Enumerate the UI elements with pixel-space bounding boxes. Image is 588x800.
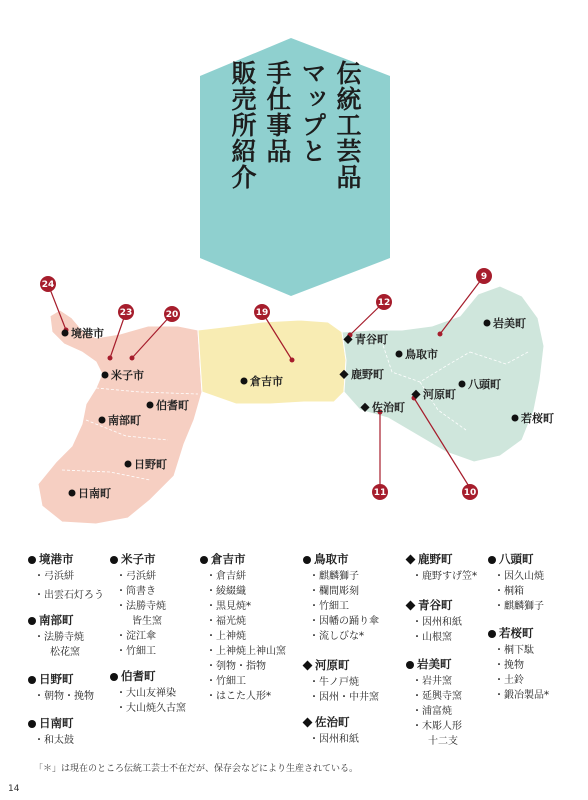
footnote: 「＊」は現在のところ伝統工芸士不在だが、保存会などにより生産されている。 — [34, 764, 359, 774]
city-dot-icon — [110, 556, 118, 564]
legend-column-2 — [110, 552, 200, 726]
marker-9 — [476, 268, 492, 284]
label-nichinan: 日南町 — [78, 487, 111, 500]
legend-group: 伯耆町 ・大山友禅染 ・大山焼久古窯 — [110, 669, 200, 716]
label-aoya: 青谷町 — [355, 333, 388, 346]
legend-group: 鳥取市 ・麒麟獅子 ・欄間彫刻 ・竹細工 ・因幡の踊り傘 ・流しびな* — [303, 552, 403, 644]
legend-column-3 — [200, 552, 300, 714]
svg-text:19: 19 — [255, 308, 269, 318]
marker-11 — [372, 484, 388, 500]
legend-group: 青谷町 ・因州和紙 ・山根窯 — [406, 598, 490, 645]
legend-group: 米子市 ・弓浜絣 ・筒書き ・法勝寺焼 皆生窯 ・淀江傘 ・竹細工 — [110, 552, 200, 659]
legend-column-4 — [303, 552, 403, 757]
legend-group: 岩美町 ・岩井窯 ・延興寺窯 ・浦富焼 ・木彫人形 十二支 — [406, 657, 490, 749]
town-diamond-icon — [406, 555, 416, 565]
city-dot-icon — [406, 661, 414, 669]
city-dot-icon — [488, 630, 496, 638]
label-nanbu: 南部町 — [108, 414, 141, 427]
legend-group: 河原町 ・牛ノ戸焼 ・因州・中井窯 — [303, 658, 403, 705]
marker-12 — [376, 294, 392, 310]
label-tottori: 鳥取市 — [405, 348, 438, 361]
city-dot-icon — [28, 556, 36, 564]
label-yazu: 八頭町 — [468, 378, 501, 391]
title-line-4: 販売所紹介 — [228, 60, 257, 190]
page-number: 14 — [8, 784, 20, 794]
label-hoki: 伯耆町 — [156, 399, 189, 412]
svg-text:10: 10 — [463, 488, 477, 498]
label-yonago: 米子市 — [111, 369, 144, 382]
svg-text:11: 11 — [373, 488, 387, 498]
town-diamond-icon — [303, 661, 313, 671]
label-wakasa: 若桜町 — [521, 412, 554, 425]
svg-text:20: 20 — [165, 310, 179, 320]
title-line-3: 手仕事品 — [263, 60, 292, 164]
town-diamond-icon — [406, 601, 416, 611]
label-saji: 佐治町 — [372, 401, 405, 414]
legend-group: 南部町 ・法勝寺焼 松花窯 — [28, 613, 106, 660]
legend-group: 日南町 ・和太鼓 — [28, 716, 106, 748]
label-sakaiminato: 境港市 — [71, 327, 104, 340]
label-kawahara: 河原町 — [423, 388, 456, 401]
legend-group: 鹿野町 ・鹿野すげ笠* — [406, 552, 490, 584]
marker-10 — [462, 484, 478, 500]
svg-text:24: 24 — [41, 280, 55, 290]
city-dot-icon — [110, 673, 118, 681]
city-dot-icon — [200, 556, 208, 564]
label-iwami: 岩美町 — [493, 317, 526, 330]
city-dot-icon — [28, 720, 36, 728]
town-diamond-icon — [303, 718, 313, 728]
legend-column-1 — [28, 552, 106, 758]
legend-group: 日野町 ・朝物・挽物 — [28, 672, 106, 704]
page-title — [225, 60, 365, 260]
label-hino: 日野町 — [134, 458, 167, 471]
legend-group: 若桜町 ・桐下駄 ・挽物 ・土鈴 ・鍛冶製品* — [488, 626, 578, 703]
legend-group: 佐治町 ・因州和紙 — [303, 715, 403, 747]
legend-group: 境港市 ・弓浜絣 ・出雲石灯ろう — [28, 552, 106, 603]
marker-19 — [254, 304, 270, 320]
city-dot-icon — [488, 556, 496, 564]
marker-24 — [40, 276, 56, 292]
city-dot-icon — [303, 556, 311, 564]
title-line-2: マップと — [298, 60, 327, 164]
marker-20 — [164, 306, 180, 322]
label-kurayoshi: 倉吉市 — [250, 375, 283, 388]
legend-column-6 — [488, 552, 578, 713]
city-dot-icon — [28, 617, 36, 625]
legend-group: 八頭町 ・因久山焼 ・桐箱 ・麒麟獅子 — [488, 552, 578, 614]
svg-text:12: 12 — [377, 298, 391, 308]
city-dot-icon — [28, 676, 36, 684]
svg-text:23: 23 — [119, 308, 133, 318]
title-line-1: 伝統工芸品 — [333, 60, 362, 190]
svg-text:9: 9 — [480, 272, 488, 282]
legend-column-5 — [406, 552, 490, 759]
label-shikano: 鹿野町 — [351, 368, 384, 381]
legend-group: 倉吉市 ・倉吉絣 ・綾綴織 ・黒見焼* ・福光焼 ・上神焼 ・上神焼上神山窯 ・刳物・指物 ・竹細工 ・はこた人形* — [200, 552, 300, 704]
region-central — [198, 320, 346, 404]
marker-23 — [118, 304, 134, 320]
